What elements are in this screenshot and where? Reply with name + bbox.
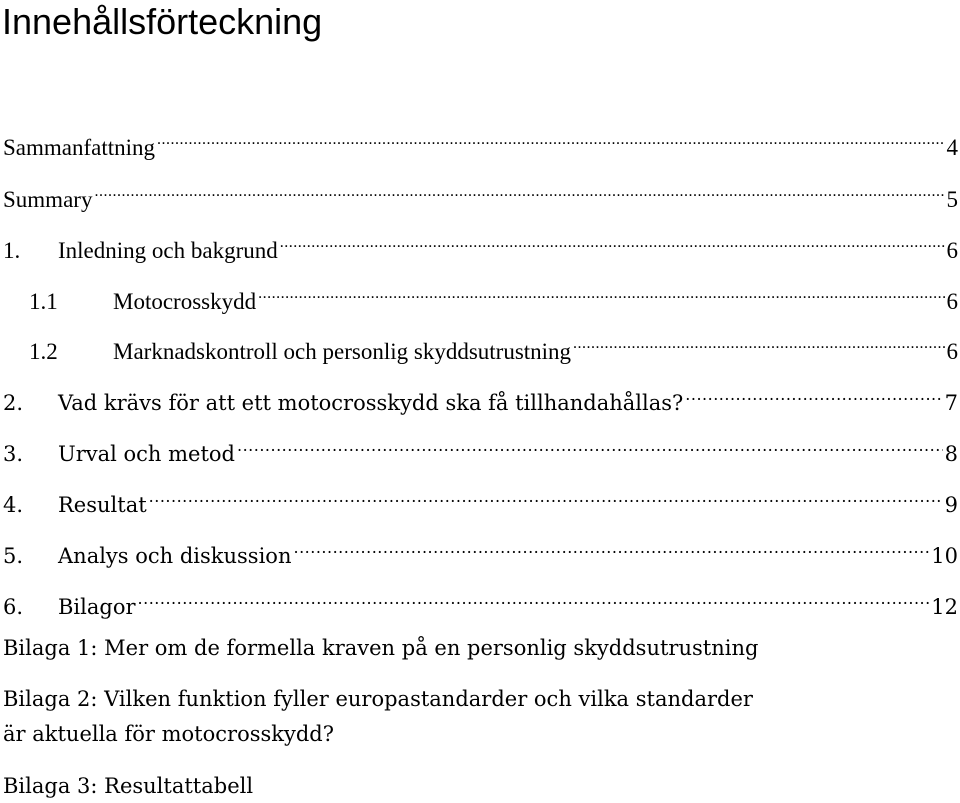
toc-entry-bilagor[interactable] bbox=[3, 580, 958, 619]
toc-entry-label: Resultat bbox=[58, 493, 147, 517]
toc-entry-marknadskontroll[interactable] bbox=[29, 325, 958, 364]
toc-entry-page: 12 bbox=[931, 595, 958, 619]
toc-entry-page: 10 bbox=[931, 544, 958, 568]
toc-entry-number: 2. bbox=[3, 391, 24, 415]
appendix-2-continued: är aktuella för motocrosskydd? bbox=[3, 722, 334, 746]
appendix-3: Bilaga 3: Resultattabell bbox=[3, 774, 254, 798]
toc-leader-dots bbox=[138, 580, 930, 614]
toc-entry-vad-kravs[interactable] bbox=[3, 376, 958, 415]
toc-entry-analys[interactable] bbox=[3, 529, 958, 568]
toc-leader-dots bbox=[280, 224, 945, 258]
toc-entry-number: 6. bbox=[3, 595, 24, 619]
toc-entry-motocrosskydd[interactable] bbox=[29, 275, 958, 314]
toc-leader-dots bbox=[685, 376, 942, 410]
toc-entry-inledning[interactable] bbox=[3, 224, 958, 263]
toc-entry-page: 6 bbox=[946, 339, 958, 364]
toc-entry-label: Inledning och bakgrund bbox=[58, 238, 278, 263]
toc-entry-label: Sammanfattning bbox=[3, 135, 156, 160]
toc-entry-number: 5. bbox=[3, 544, 24, 568]
toc-entry-page: 9 bbox=[944, 493, 958, 517]
toc-entry-number: 1.1 bbox=[29, 289, 58, 314]
toc-entry-number: 1.2 bbox=[29, 339, 58, 364]
toc-entry-resultat[interactable] bbox=[3, 478, 958, 517]
toc-entry-page: 8 bbox=[944, 442, 958, 466]
toc-leader-dots bbox=[237, 427, 943, 461]
toc-leader-dots bbox=[149, 478, 943, 512]
toc-entry-summary[interactable] bbox=[3, 173, 958, 212]
toc-leader-dots bbox=[573, 325, 944, 359]
toc-entry-label: Summary bbox=[3, 187, 93, 212]
toc-entry-label: Vad krävs för att ett motocrosskydd ska få tillhandahållas? bbox=[58, 391, 684, 415]
page-title: Innehållsförteckning bbox=[2, 1, 323, 42]
toc-entry-label: Marknadskontroll och personlig skyddsutrustning bbox=[113, 339, 572, 364]
toc-leader-dots bbox=[293, 529, 929, 563]
toc-entry-label: Urval och metod bbox=[58, 442, 235, 466]
toc-entry-page: 6 bbox=[946, 289, 958, 314]
toc-entry-label: Analys och diskussion bbox=[58, 544, 292, 568]
toc-entry-sammanfattning[interactable] bbox=[3, 121, 958, 160]
toc-leader-dots bbox=[258, 275, 944, 309]
toc-entry-label: Bilagor bbox=[58, 595, 136, 619]
toc-entry-number: 3. bbox=[3, 442, 24, 466]
toc-entry-number: 4. bbox=[3, 493, 24, 517]
toc-entry-page: 5 bbox=[946, 187, 958, 212]
toc-leader-dots bbox=[157, 121, 944, 155]
appendix-2: Bilaga 2: Vilken funktion fyller europastandarder och vilka standarder bbox=[3, 687, 753, 711]
toc-entry-page: 7 bbox=[944, 391, 958, 415]
toc-entry-page: 6 bbox=[946, 238, 958, 263]
toc-entry-label: Motocrosskydd bbox=[113, 289, 257, 314]
toc-leader-dots bbox=[94, 173, 944, 207]
toc-entry-page: 4 bbox=[946, 135, 958, 160]
toc-entry-number: 1. bbox=[3, 238, 21, 263]
toc-entry-urval[interactable] bbox=[3, 427, 958, 466]
appendix-1: Bilaga 1: Mer om de formella kraven på en personlig skyddsutrustning bbox=[3, 636, 759, 660]
